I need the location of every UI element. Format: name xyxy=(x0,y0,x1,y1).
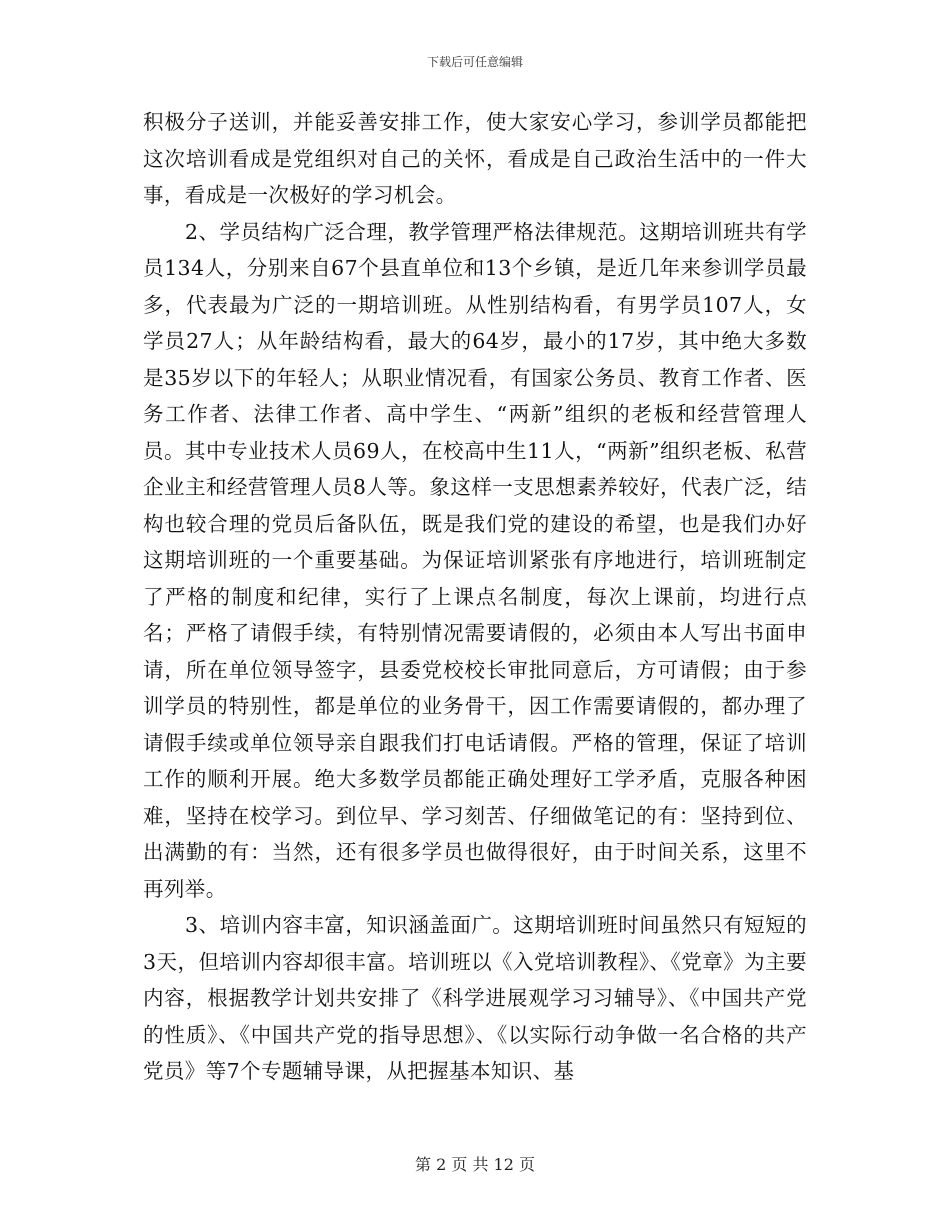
paragraph-section-3: 3、培训内容丰富，知识涵盖面广。这期培训班时间虽然只有短短的3天，但培训内容却很丰富。培训班以《入党培训教程》、《党章》为主要内容，根据教学计划共安排了《科学进展观学习习辅导》、《中国共产党的性质》、《中国共产党的指导思想》、《以实际行动争做一名合格的共产党员》等7个专题辅导课，从把握基本知识、基 xyxy=(143,913,807,1083)
paragraph-continued: 积极分子送训，并能妥善安排工作，使大家安心学习，参训学员都能把这次培训看成是党组织对自己的关怀，看成是自己政治生活中的一件大事，看成是一次极好的学习机会。 xyxy=(143,110,807,207)
paragraph-section-2: 2、学员结构广泛合理，教学管理严格法律规范。这期培训班共有学员134人，分别来自67个县直单位和13个乡镇，是近几年来参训学员最多，代表最为广泛的一期培训班。从性别结构看，有男学员107人，女学员27人；从年龄结构看，最大的64岁，最小的17岁，其中绝大多数是35岁以下的年轻人；从职业情况看，有国家公务员、教育工作者、医务工作者、法律工作者、高中学生、“两新”组织的老板和经营管理人员。其中专业技术人员69人，在校高中生11人，“两新”组织老板、私营企业主和经营管理人员8人等。象这样一支思想素养较好，代表广泛，结构也较合理的党员后备队伍，既是我们党的建设的希望，也是我们办好这期培训班的一个重要基础。为保证培训紧张有序地进行，培训班制定了严格的制度和纪律，实行了上课点名制度，每次上课前，均进行点名；严格了请假手续，有特别情况需要请假的，必须由本人写出书面申请，所在单位领导签字，县委党校校长审批同意后，方可请假；由于参训学员的特别性，都是单位的业务骨干，因工作需要请假的，都办理了请假手续或单位领导亲自跟我们打电话请假。严格的管理，保证了培训工作的顺利开展。绝大多数学员都能正确处理好工学矛盾，克服各种困难，坚持在校学习。到位早、学习刻苦、仔细做笔记的有：坚持到位、出满勤的有：当然，还有很多学员也做得很好，由于时间关系，这里不再列举。 xyxy=(143,219,807,901)
page-header: 下载后可任意编辑 xyxy=(426,55,523,69)
page-number-footer: 第 2 页 共 12 页 xyxy=(415,1155,535,1174)
document-body xyxy=(143,104,807,1090)
